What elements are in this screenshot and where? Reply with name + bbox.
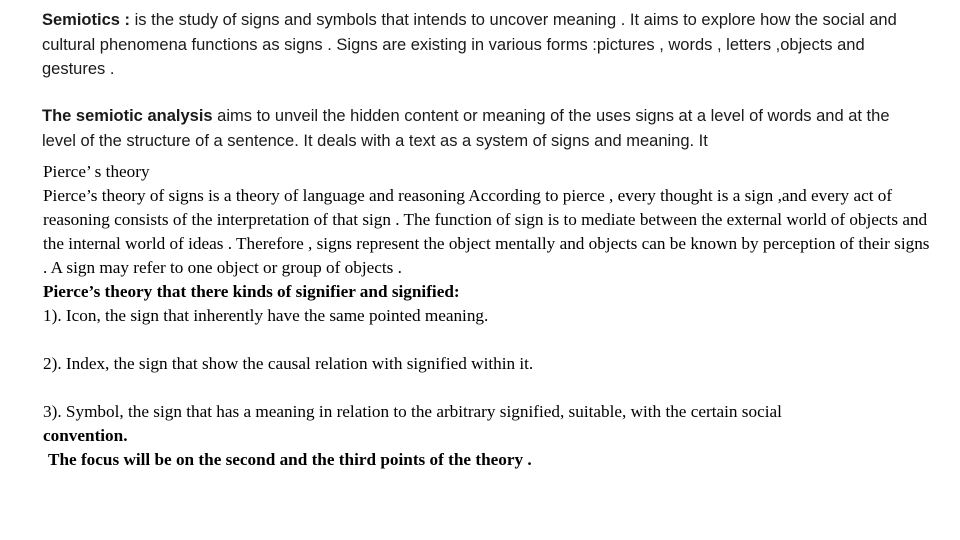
semiotic-analysis-term: The semiotic analysis [42,107,213,125]
semiotic-analysis-paragraph [42,104,922,153]
pierce-heading: Pierce’ s theory [43,162,150,181]
point-index: 2). Index, the sign that show the causal relation with signified within it. [43,354,534,373]
point-symbol-continued [43,424,938,448]
semiotic-analysis-definition: aims to unveil the hidden content or meaning of the uses signs at a level of words and at the level of the structure of a sentence. It deals with a text as a system of signs and meaning. It [42,107,890,150]
pierce-body: Pierce’s theory of signs is a theory of language and reasoning According to pierce , every thought is a sign ,and every act of reasoning consists of the interpretation of that sign . The function of sign is to mediate between the external world of objects and the internal world of ideas . Therefore , signs represent the object mentally and objects can be known by perception of their signs . A sign may refer to one object or group of objects . [43,186,930,277]
point-symbol-continued-text: convention. [43,426,128,445]
semiotics-definition: is the study of signs and symbols that intends to uncover meaning . It aims to explore how the social and cultural phenomena functions as signs . Signs are existing in various forms :pictures , words , letters ,objects and gestures . [42,11,897,78]
semiotics-term: Semiotics : [42,11,131,29]
focus-statement [43,448,938,472]
pierce-kinds-heading [43,280,938,304]
pierce-section [43,160,938,472]
focus-statement-text: The focus will be on the second and the third points of the theory . [48,450,532,469]
point-icon: 1). Icon, the sign that inherently have the same pointed meaning. [43,306,489,325]
pierce-kinds-heading-text: Pierce’s theory that there kinds of signifier and signified: [43,282,460,301]
point-symbol: 3). Symbol, the sign that has a meaning in relation to the arbitrary signified, suitable, with the certain social [43,402,782,421]
spacer [43,376,938,400]
semiotics-paragraph [42,8,922,82]
spacer [43,328,938,352]
